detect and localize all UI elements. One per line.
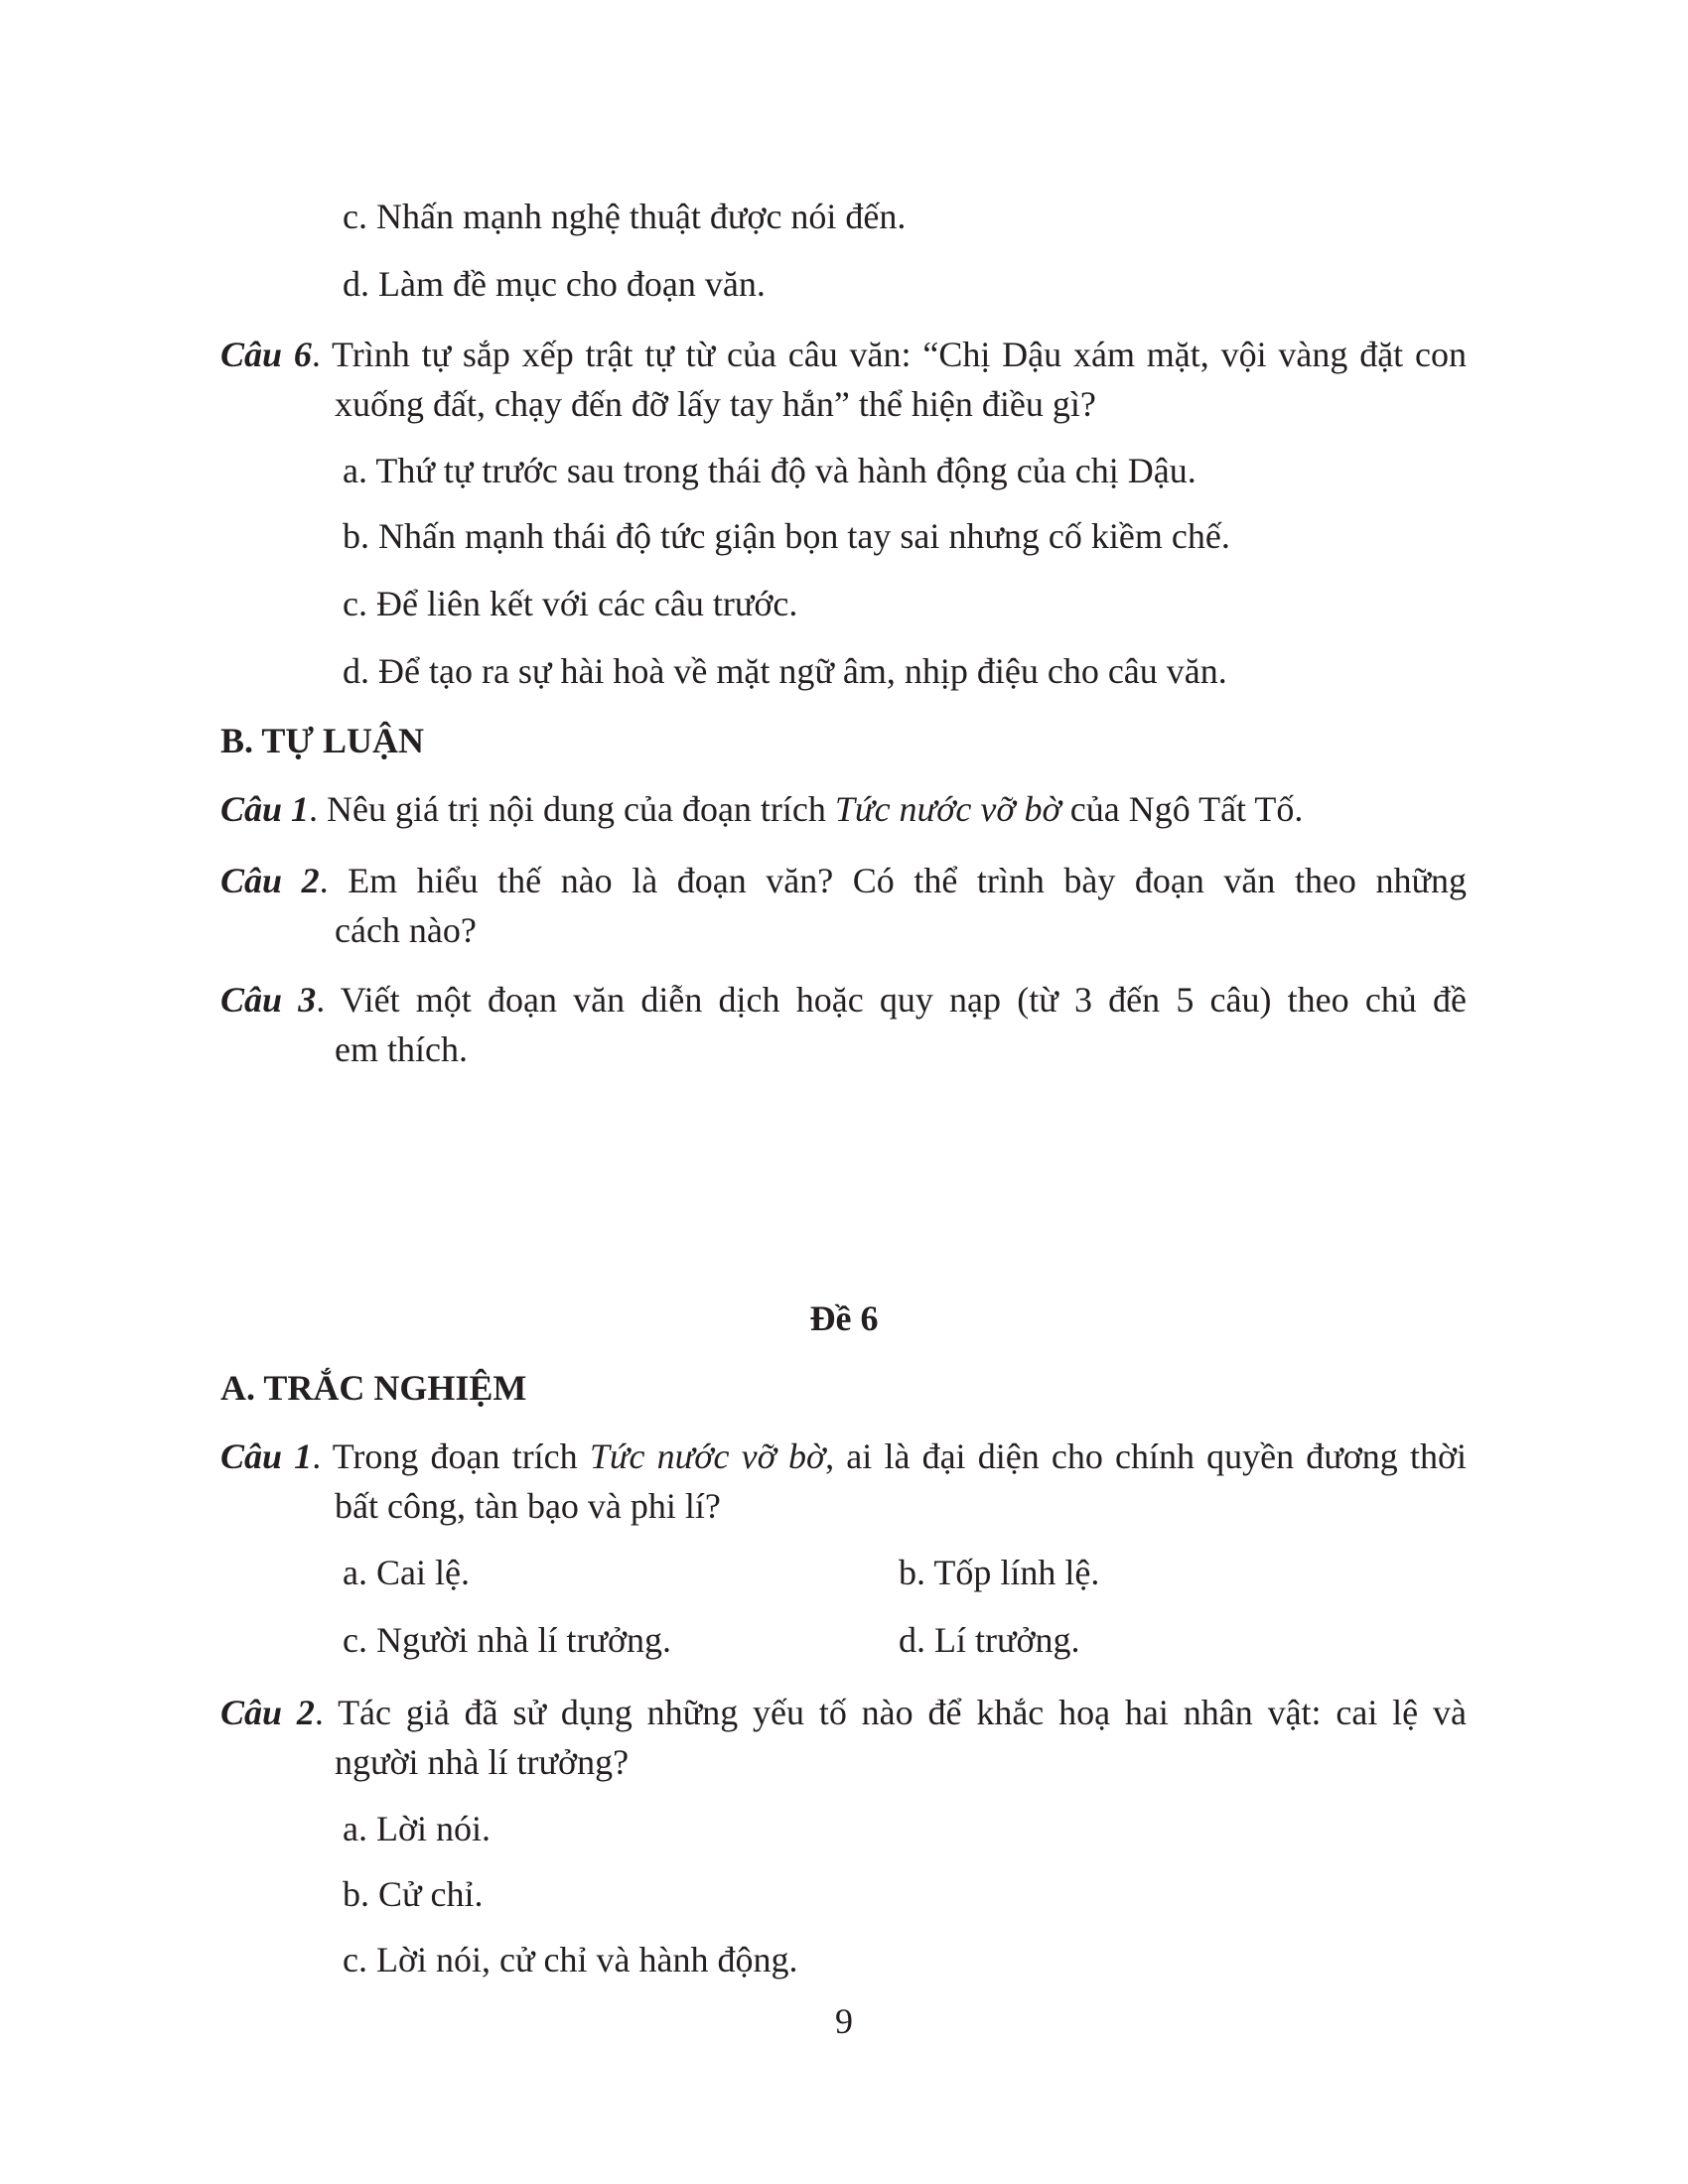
essay-question-3: [220, 975, 1467, 1074]
page-number: 9: [835, 2001, 853, 2041]
question-6-option-c: c. Để liên kết với các câu trước.: [343, 584, 798, 623]
de6-question-2-option-c: c. Lời nói, cử chỉ và hành động.: [343, 1940, 798, 1979]
de6-question-2-label: Câu 2: [220, 1693, 315, 1732]
de6-question-2-option-a: a. Lời nói.: [343, 1809, 492, 1848]
de6-question-1-option-c: c. Người nhà lí trưởng.: [343, 1620, 672, 1660]
prev-question-option-c: c. Nhấn mạnh nghệ thuật được nói đến.: [343, 197, 907, 236]
section-b-heading: B. TỰ LUẬN: [220, 721, 425, 760]
de6-question-1-italic-title: Tức nước vỡ bờ: [589, 1436, 826, 1476]
essay-question-1-text-b: của Ngô Tất Tố.: [1060, 789, 1304, 829]
de6-question-2-text-line2: người nhà lí trưởng?: [335, 1742, 630, 1782]
de6-question-1-option-d: d. Lí trưởng.: [899, 1620, 1080, 1660]
question-6: [220, 330, 1467, 429]
question-6-option-d: d. Để tạo ra sự hài hoà về mặt ngữ âm, nhịp điệu cho câu văn.: [343, 651, 1227, 691]
question-6-text-line2: xuống đất, chạy đến đỡ lấy tay hắn” thể hiện điều gì?: [335, 384, 1096, 424]
essay-question-1-italic-title: Tức nước vỡ bờ: [834, 789, 1061, 829]
essay-question-1: [220, 784, 1467, 834]
de6-question-1-text-a: . Trong đoạn trích: [312, 1436, 590, 1476]
essay-question-2: [220, 856, 1467, 955]
de6-question-1: [220, 1432, 1467, 1531]
essay-question-3-text-line1: . Viết một đoạn văn diễn dịch hoặc quy nạp (từ 3 đến 5 câu) theo chủ đề: [316, 980, 1467, 1020]
essay-question-1-label: Câu 1: [220, 789, 310, 829]
question-6-text-line1: . Trình tự sắp xếp trật tự từ của câu văn: “Chị Dậu xám mặt, vội vàng đặt con: [311, 335, 1467, 374]
question-6-option-b: b. Nhấn mạnh thái độ tức giận bọn tay sai nhưng cố kiềm chế.: [343, 516, 1230, 556]
de6-question-2: [220, 1688, 1467, 1787]
essay-question-2-text-line2: cách nào?: [335, 910, 477, 950]
question-6-label: Câu 6: [220, 335, 312, 374]
de6-question-1-option-a: a. Cai lệ.: [343, 1553, 470, 1592]
de6-question-1-text-b: , ai là đại diện cho chính quyền đương thời: [825, 1436, 1467, 1476]
essay-question-3-text-line2: em thích.: [335, 1029, 468, 1069]
essay-question-2-label: Câu 2: [220, 861, 320, 900]
essay-question-1-text-a: . Nêu giá trị nội dung của đoạn trích: [309, 789, 835, 829]
de6-question-2-text-line1: . Tác giả đã sử dụng những yếu tố nào để khắc hoạ hai nhân vật: cai lệ và: [314, 1693, 1467, 1732]
section-a-heading: A. TRẮC NGHIỆM: [220, 1368, 527, 1408]
de6-question-2-option-b: b. Cử chỉ.: [343, 1874, 484, 1914]
de-6-title: Đề 6: [809, 1298, 879, 1338]
essay-question-2-text-line1: . Em hiểu thế nào là đoạn văn? Có thể trình bày đoạn văn theo những: [319, 861, 1467, 900]
question-6-option-a: a. Thứ tự trước sau trong thái độ và hành động của chị Dậu.: [343, 451, 1196, 490]
essay-question-3-label: Câu 3: [220, 980, 317, 1020]
prev-question-option-d: d. Làm đề mục cho đoạn văn.: [343, 264, 766, 304]
de6-question-1-text-line2: bất công, tàn bạo và phi lí?: [335, 1486, 721, 1526]
de6-question-1-label: Câu 1: [220, 1436, 313, 1476]
de6-question-1-option-b: b. Tốp lính lệ.: [899, 1553, 1100, 1592]
